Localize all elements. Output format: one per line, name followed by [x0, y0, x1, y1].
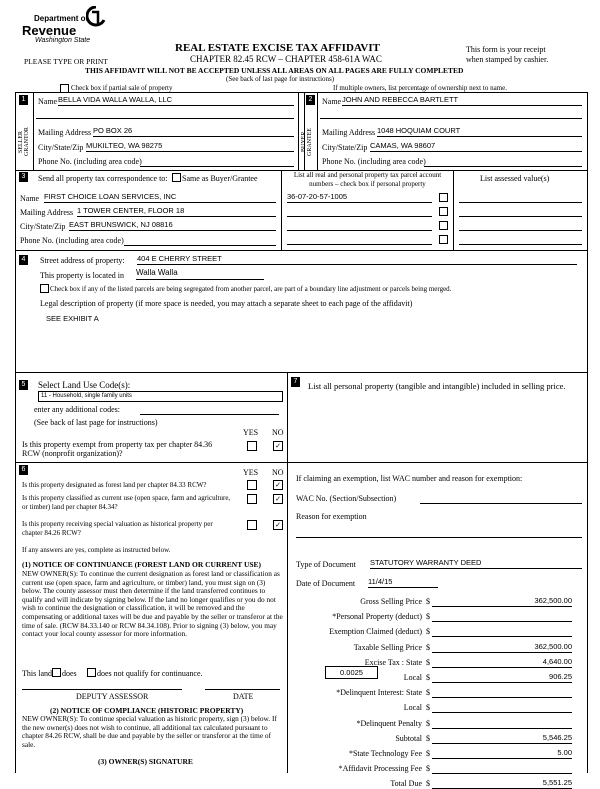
located-field[interactable]: Walla Walla [136, 268, 264, 280]
seller-city-label: City/State/Zip [38, 143, 84, 152]
seller-phone-field[interactable] [140, 157, 294, 167]
wac-label: WAC No. (Section/Subsection) [296, 494, 397, 503]
tax-phone-label: Phone No. (including area code) [20, 236, 124, 245]
totals-currency: $ [426, 673, 430, 682]
notice-compliance-text: NEW OWNER(S): To continue special valuation as historic property, sign (3) below. If the new owner(s) does not wish to continue, all additional tax calculated pursuant to chapter 84.26 RCW, shall be due and payable by the seller or transferor at the time of sale. [22, 714, 277, 749]
dept-line1: Department of [34, 14, 89, 23]
totals-amount-field[interactable]: 362,500.00 [432, 642, 572, 653]
does-checkbox[interactable] [52, 668, 61, 677]
receipt-note-1: This form is your receipt [466, 45, 546, 54]
exempt-question: Is this property exempt from property tax per chapter 84.36 RCW (nonprofit organization)? [22, 440, 213, 458]
buyer-name-field[interactable]: JOHN AND REBECCA BARTLETT [342, 95, 582, 106]
forest-yes-checkbox[interactable] [247, 480, 257, 490]
deputy-assessor-label: DEPUTY ASSESSOR [76, 692, 149, 701]
buyer-side-label: BUYER GRANTEE [301, 128, 313, 156]
does-label: does [62, 669, 77, 678]
parcel-field-4[interactable] [287, 234, 432, 245]
totals-currency: $ [426, 718, 430, 728]
seller-mailing-label: Mailing Address [38, 128, 92, 137]
section-1-number: 1 [19, 95, 28, 105]
totals-currency: $ [426, 627, 430, 637]
totals-label: *Personal Property (deduct) [332, 612, 422, 622]
assessed-field-3[interactable] [459, 220, 582, 231]
totals-amount-field[interactable]: 5,551.25 [432, 778, 572, 789]
tax-city-label: City/State/Zip [20, 222, 66, 231]
same-as-buyer-checkbox[interactable] [172, 173, 181, 182]
totals-label: Excise Tax : State [364, 657, 422, 667]
totals-label: *Affidavit Processing Fee [338, 764, 422, 774]
buyer-mailing-field[interactable]: 1048 HOQUIAM COURT [377, 126, 582, 137]
tax-mailing-label: Mailing Address [20, 208, 74, 217]
if-yes-instruction: If any answers are yes, complete as instructed below. [22, 546, 171, 554]
seller-name-label: Name [38, 97, 58, 106]
totals-currency: $ [426, 612, 430, 622]
form-title: REAL ESTATE EXCISE TAX AFFIDAVIT [175, 42, 380, 54]
parcel-personal-checkbox-1[interactable] [439, 193, 448, 202]
receipt-note-2: when stamped by cashier. [466, 55, 549, 64]
personal-property-label: List all personal property (tangible and intangible) included in selling price. [308, 381, 566, 391]
assessed-field-1[interactable] [459, 192, 582, 203]
doc-date-label: Date of Document [296, 579, 356, 588]
forest-question: Is this property designated as forest land per chapter 84.33 RCW? [22, 481, 207, 489]
does-not-label: does not qualify for continuance. [97, 669, 203, 678]
totals-currency: $ [426, 657, 430, 667]
totals-label: Exemption Claimed (deduct) [329, 627, 422, 637]
assessed-field-4[interactable] [459, 234, 582, 245]
legal-description-field[interactable]: SEE EXHIBIT A [46, 314, 99, 323]
local-rate-box[interactable]: 0.0025 [325, 666, 378, 679]
parcel-personal-checkbox-4[interactable] [439, 235, 448, 244]
dor-logo [22, 6, 102, 50]
historic-question: Is this property receiving special valuation as historical property per chapter 84.26 RCW? [22, 520, 213, 537]
parcel-personal-checkbox-2[interactable] [439, 207, 448, 216]
totals-label: Gross Selling Price [360, 597, 422, 606]
tax-city-field[interactable]: EAST BRUNSWICK, NJ 08816 [69, 220, 276, 231]
buyer-name-label: Name [322, 97, 342, 106]
totals-label: Local [403, 673, 422, 682]
wac-field[interactable] [420, 494, 582, 504]
totals-amount-field[interactable] [432, 611, 572, 622]
exemption-label: If claiming an exemption, list WAC number and reason for exemption: [296, 474, 523, 483]
additional-codes-label: enter any additional codes: [34, 405, 120, 414]
totals-currency: $ [426, 642, 430, 652]
parcel-personal-checkbox-3[interactable] [439, 221, 448, 230]
section-5-number: 5 [19, 380, 28, 390]
seller-mailing-field[interactable]: PO BOX 26 [93, 126, 294, 137]
tax-phone-field[interactable] [124, 236, 276, 246]
totals-label: Subtotal [395, 733, 422, 743]
segregated-label: Check box if any of the listed parcels are being segregated from another parcel, are part of a boundary line adjustment or parcels being merged. [50, 285, 452, 293]
exempt-no-checkbox[interactable]: ✓ [273, 441, 283, 451]
reason-label: Reason for exemption [296, 512, 367, 521]
totals-amount-field[interactable]: 5,546.25 [432, 733, 572, 744]
seller-phone-label: Phone No. (including area code) [38, 157, 142, 166]
totals-currency: $ [426, 703, 430, 713]
parcel-field-2[interactable] [287, 206, 432, 217]
notice-continuance-title: (1) NOTICE OF CONTINUANCE (FOREST LAND OR CURRENT USE) [22, 560, 262, 569]
totals-amount-field[interactable]: 4,640.00 [432, 657, 572, 668]
historic-no-checkbox[interactable]: ✓ [273, 520, 283, 530]
buyer-phone-label: Phone No. (including area code) [322, 157, 426, 166]
located-label: This property is located in [40, 271, 124, 280]
forest-no-checkbox[interactable]: ✓ [273, 480, 283, 490]
totals-amount-field[interactable] [432, 718, 572, 729]
notice-compliance-title: (2) NOTICE OF COMPLIANCE (HISTORIC PROPERTY) [50, 706, 244, 715]
totals-currency: $ [426, 597, 430, 606]
seller-name-field[interactable]: BELLA VIDA WALLA WALLA, LLC [58, 95, 294, 106]
exempt-yes-checkbox[interactable] [247, 441, 257, 451]
tax-name-field[interactable]: FIRST CHOICE LOAN SERVICES, INC [44, 192, 276, 203]
legal-label: Legal description of property (if more space is needed, you may attach a separate sheet to each page of the affidavit) [40, 299, 413, 308]
land-use-label: Select Land Use Code(s): [38, 380, 131, 390]
section-7-number: 7 [291, 377, 300, 387]
tax-mailing-field[interactable]: 1 TOWER CENTER, FLOOR 18 [77, 206, 276, 217]
tax-name-label: Name [20, 194, 40, 203]
no-header-6: NO [272, 468, 284, 477]
section-4-number: 4 [19, 255, 28, 265]
totals-label: *State Technology Fee [348, 749, 422, 758]
totals-amount-field[interactable] [432, 626, 572, 637]
land-use-see-back: (See back of last page for instructions) [34, 418, 158, 427]
totals-currency: $ [426, 688, 430, 698]
buyer-mailing-label: Mailing Address [322, 128, 376, 137]
land-use-select[interactable]: 11 - Household, single family units [38, 391, 283, 402]
parcel-field-3[interactable] [287, 220, 432, 231]
dept-line2: Revenue [22, 23, 77, 38]
totals-amount-field[interactable] [432, 702, 572, 713]
parcel-field-1[interactable]: 36-07-20-57-1005 [287, 192, 432, 203]
print-note: PLEASE TYPE OR PRINT [24, 57, 108, 66]
totals-amount-field[interactable]: 906.25 [432, 672, 572, 683]
buyer-phone-field[interactable] [424, 157, 582, 167]
current-use-yes-checkbox[interactable] [247, 494, 257, 504]
no-header-5: NO [272, 428, 284, 437]
section-2-number: 2 [306, 95, 315, 105]
totals-currency: $ [426, 764, 430, 774]
current-use-question: Is this property classified as current use (open space, farm and agriculture, or timber) land per chapter 84.34? [22, 494, 231, 511]
warning-text: THIS AFFIDAVIT WILL NOT BE ACCEPTED UNLESS ALL AREAS ON ALL PAGES ARE FULLY COMPLETED [85, 66, 464, 75]
segregated-checkbox[interactable] [40, 284, 49, 293]
doc-date-field[interactable]: 11/4/15 [368, 577, 438, 588]
doc-type-field[interactable]: STATUTORY WARRANTY DEED [370, 558, 582, 569]
seller-city-field[interactable]: MUKILTEO, WA 98275 [86, 141, 294, 152]
totals-currency: $ [426, 749, 430, 758]
doc-type-label: Type of Document [296, 560, 356, 569]
dor-logo-icon [86, 6, 106, 30]
buyer-city-label: City/State/Zip [322, 143, 368, 152]
section-6-number: 6 [19, 465, 28, 475]
totals-label: Local [403, 703, 422, 713]
partial-sale-label: Check box if partial sale of property [71, 84, 173, 92]
current-use-no-checkbox[interactable]: ✓ [273, 494, 283, 504]
form-chapter: CHAPTER 82.45 RCW – CHAPTER 458-61A WAC [190, 54, 382, 64]
historic-yes-checkbox[interactable] [247, 520, 257, 530]
this-land-label: This land [22, 669, 52, 678]
yes-header-6: YES [243, 468, 259, 477]
totals-currency: $ [426, 733, 430, 743]
see-back-text: (See back of last page for instructions) [226, 75, 335, 83]
same-as-buyer-label: Same as Buyer/Grantee [182, 174, 258, 183]
additional-codes-field[interactable] [140, 405, 279, 415]
tax-correspondence-label: Send all property tax correspondence to: [38, 174, 168, 183]
assessed-field-2[interactable] [459, 206, 582, 217]
section-3-number: 3 [19, 172, 28, 182]
totals-amount-field[interactable]: 5.00 [432, 748, 572, 759]
totals-label: Total Due [390, 779, 422, 789]
assessed-header: List assessed value(s) [480, 174, 550, 183]
street-field[interactable]: 404 E CHERRY STREET [137, 254, 577, 265]
assessor-date-label: DATE [233, 692, 254, 701]
yes-header-5: YES [243, 428, 259, 437]
totals-amount-field[interactable]: 362,500.00 [432, 596, 572, 607]
owner-signature-title: (3) OWNER(S) SIGNATURE [98, 757, 193, 766]
buyer-city-field[interactable]: CAMAS, WA 98607 [370, 141, 582, 152]
totals-amount-field[interactable] [432, 687, 572, 698]
multiple-owners-note: If multiple owners, list percentage of ownership next to name. [333, 84, 507, 92]
totals-label: *Delinquent Interest: State [336, 688, 422, 698]
totals-label: *Delinquent Penalty [356, 718, 422, 728]
totals-currency: $ [426, 779, 430, 789]
notice-continuance-text: NEW OWNER(S): To continue the current designation as forest land or classification as current use (open space, farm and agriculture, or timber) land, you must sign on (3) below. The county assessor must then determine if the land transferred continues to qualify and will indicate by signing below. If the land no longer qualifies or you do not wish to continue the designation or classification, it will be removed and the compensating or additional taxes will be due and payable by the seller or transferor at the time of sale. (RCW 84.33.140 or RCW 84.34.108). Prior to signing (3) below, you may contact your local county assessor for more information. [22, 569, 283, 639]
totals-label: Taxable Selling Price [353, 642, 422, 652]
does-not-checkbox[interactable] [87, 668, 96, 677]
street-label: Street address of property: [40, 256, 125, 265]
dept-line3: Washington State [35, 37, 91, 44]
seller-side-label: SELLER GRANTOR [18, 127, 30, 157]
parcel-header: List all real and personal property tax parcel account numbers – check box if personal property [293, 171, 442, 188]
